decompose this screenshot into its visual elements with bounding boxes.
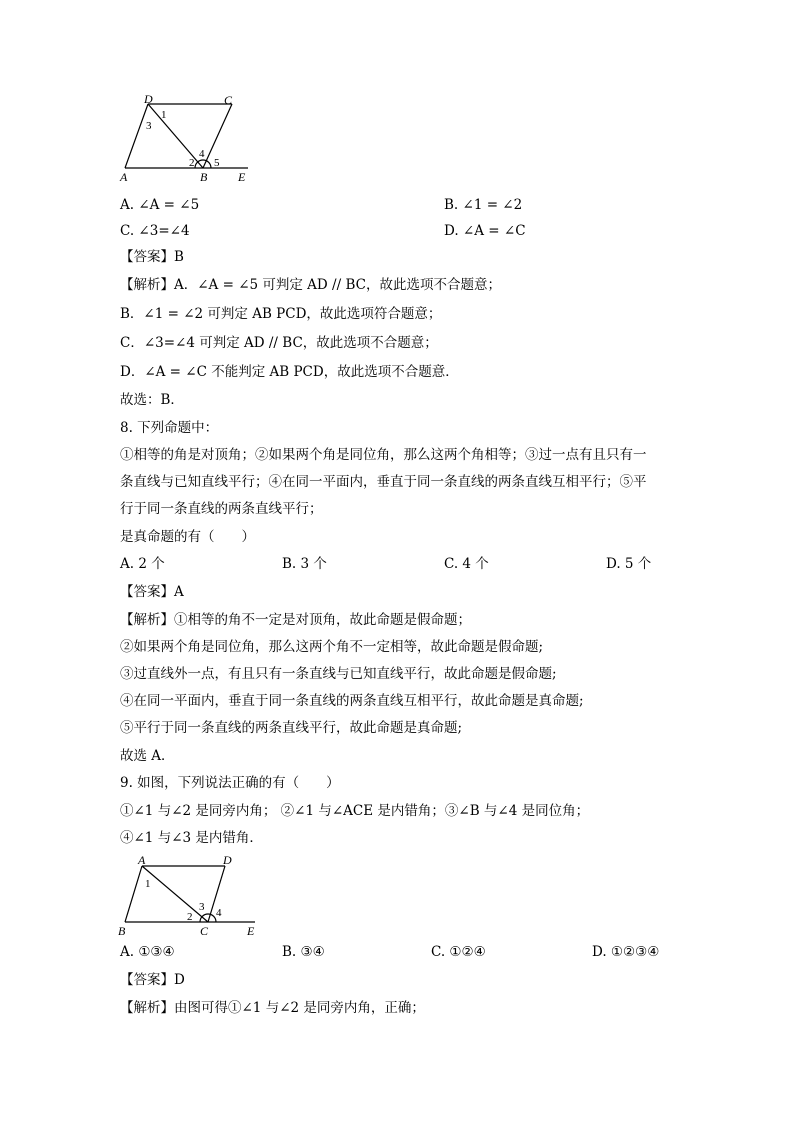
q7-analysis-line-3: C．∠3=∠4 可判定 AD // BC，故此选项不合题意；	[120, 335, 438, 351]
q8-analysis-line-4: ④在同一平面内，垂直于同一条直线的两条直线互相平行，故此命题是真命题;	[120, 693, 584, 709]
q7-analysis-line-1: 【解析】A．∠A = ∠5 可判定 AD // BC，故此选项不合题意；	[120, 277, 501, 293]
q9-label-c: C	[200, 924, 209, 938]
q7-analysis-line-2: B．∠1 = ∠2 可判定 AB PCD，故此选项符合题意；	[120, 306, 442, 322]
q9-angle-4: 4	[216, 907, 222, 919]
q7-option-d: D. ∠A = ∠C	[444, 223, 526, 239]
q7-label-c: C	[224, 93, 233, 107]
q7-angle-3: 3	[146, 120, 152, 132]
q7-answer: 【答案】B	[120, 249, 184, 265]
q7-label-d: D	[144, 92, 153, 106]
q7-figure	[115, 92, 255, 184]
q8-option-b: B. 3 个	[282, 556, 327, 572]
q7-angle-2: 2	[189, 157, 195, 169]
q9-option-d: D. ①②③④	[592, 944, 660, 960]
q9-angle-3: 3	[199, 901, 205, 913]
q8-body-line-2: 条直线与已知直线平行；④在同一平面内，垂直于同一条直线的两条直线互相平行；⑤平	[120, 474, 647, 490]
q9-analysis: 【解析】由图可得①∠1 与∠2 是同旁内角，正确；	[120, 1000, 425, 1016]
q8-analysis-line-3: ③过直线外一点，有且只有一条直线与已知直线平行，故此命题是假命题;	[120, 666, 557, 682]
q8-answer: 【答案】A	[120, 584, 184, 600]
q7-segment-ad	[125, 104, 148, 168]
q9-figure	[115, 850, 265, 940]
q9-angle-2: 2	[187, 911, 193, 923]
q8-option-d: D. 5 个	[606, 556, 652, 572]
q8-body-line-3: 行于同一条直线的两条直线平行；	[120, 501, 323, 517]
q9-label-a: A	[138, 853, 146, 867]
q9-option-b: B. ③④	[282, 944, 325, 960]
q7-label-e: E	[238, 170, 246, 184]
q9-option-a: A. ①③④	[120, 944, 175, 960]
q9-label-e: E	[247, 924, 255, 938]
q7-conclusion: 故选：B．	[120, 392, 184, 408]
q7-option-a: A. ∠A = ∠5	[120, 197, 200, 213]
q9-segment-ab	[125, 866, 142, 922]
q8-option-a: A. 2 个	[120, 556, 165, 572]
q8-body-line-1: ①相等的角是对顶角；②如果两个角是同位角，那么这两个角相等；③过一点有且只有一	[120, 447, 647, 463]
q8-analysis-line-1: 【解析】①相等的角不一定是对顶角，故此命题是假命题；	[120, 612, 471, 628]
q9-stem: 9. 如图，下列说法正确的有（ ）	[120, 775, 340, 791]
q8-option-c: C. 4 个	[444, 556, 489, 572]
q8-analysis-line-2: ②如果两个角是同位角，那么这两个角不一定相等，故此命题是假命题;	[120, 639, 544, 655]
q9-body-line-2: ④∠1 与∠3 是内错角．	[120, 830, 263, 846]
q8-body-line-4: 是真命题的有（ ）	[120, 529, 255, 545]
q7-label-a: A	[120, 170, 128, 184]
q7-angle-4: 4	[199, 148, 205, 160]
q7-angle-1: 1	[161, 109, 167, 121]
q7-option-b: B. ∠1 = ∠2	[444, 197, 523, 213]
q8-stem: 8. 下列命题中：	[120, 420, 219, 436]
q9-answer: 【答案】D	[120, 972, 185, 988]
q9-option-c: C. ①②④	[431, 944, 486, 960]
q9-label-b: B	[118, 924, 126, 938]
q7-option-c: C. ∠3=∠4	[120, 223, 190, 239]
q9-body-line-1: ①∠1 与∠2 是同旁内角； ②∠1 与∠ACE 是内错角；③∠B 与∠4 是同位角；	[120, 803, 590, 819]
q9-angle-1: 1	[145, 878, 151, 890]
q7-segment-db	[148, 104, 203, 168]
q7-label-b: B	[200, 170, 208, 184]
q7-analysis-line-4: D．∠A = ∠C 不能判定 AB PCD，故此选项不合题意．	[120, 364, 459, 380]
q8-conclusion: 故选 A．	[120, 748, 175, 764]
q8-analysis-line-5: ⑤平行于同一条直线的两条直线平行，故此命题是真命题;	[120, 720, 463, 736]
q9-label-d: D	[223, 853, 232, 867]
q7-angle-5: 5	[214, 157, 220, 169]
q9-segment-ac	[142, 866, 208, 922]
